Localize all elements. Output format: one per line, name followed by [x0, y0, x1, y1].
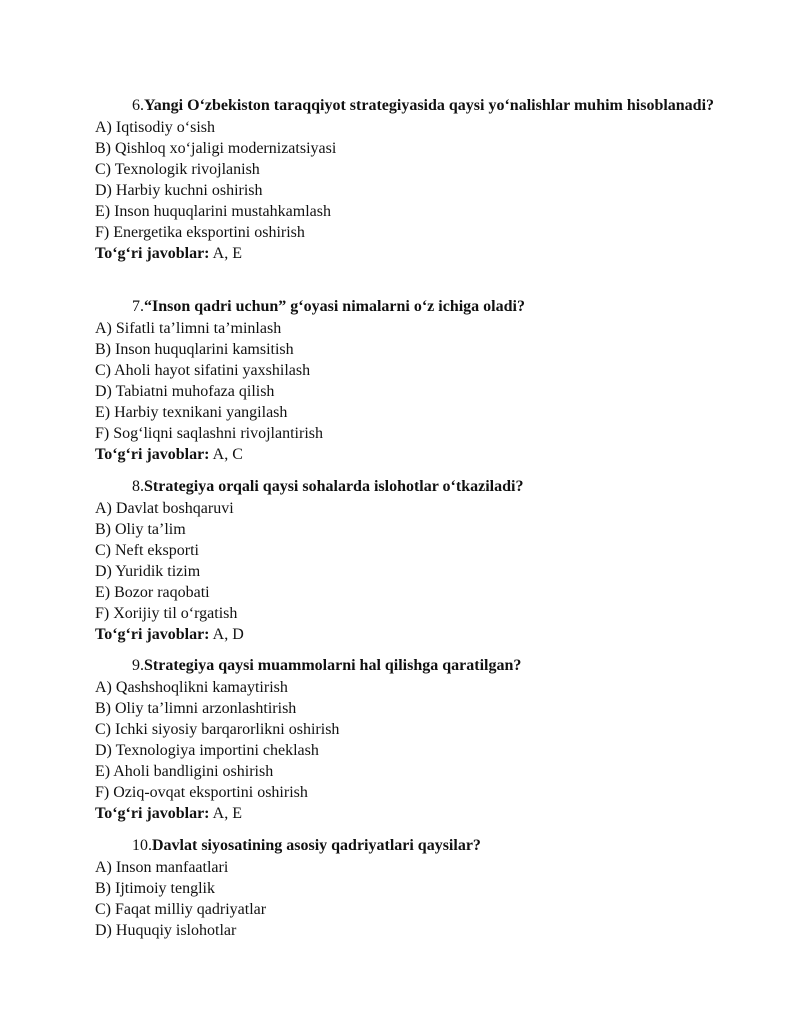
question-title: [95, 476, 715, 498]
question-title: [95, 835, 715, 857]
question-title: [95, 655, 715, 677]
answer-label: To‘g‘ri javoblar:: [95, 626, 210, 643]
option-d: D) Texnologiya importini cheklash: [95, 742, 319, 759]
question-text: Strategiya qaysi muammolarni hal qilishga qaratilgan?: [144, 657, 522, 674]
option-d: D) Harbiy kuchni oshirish: [95, 182, 263, 199]
answer-label: To‘g‘ri javoblar:: [95, 805, 210, 822]
answer-value: A, E: [212, 245, 242, 262]
question-8: [95, 476, 715, 645]
options-list: [95, 318, 715, 444]
options-list: [95, 117, 715, 243]
option-b: B) Qishloq xo‘jaligi modernizatsiyasi: [95, 140, 337, 157]
answer-value: A, C: [212, 446, 243, 463]
option-e: E) Bozor raqobati: [95, 584, 210, 601]
option-a: A) Iqtisodiy o‘sish: [95, 119, 215, 136]
option-f: F) Oziq-ovqat eksportini oshirish: [95, 784, 308, 801]
option-e: E) Harbiy texnikani yangilash: [95, 404, 288, 421]
question-number: 10.: [132, 837, 152, 854]
question-number: 6.: [132, 97, 144, 114]
question-number: 7.: [132, 298, 144, 315]
option-a: A) Sifatli ta’limni ta’minlash: [95, 320, 282, 337]
options-list: [95, 498, 715, 624]
question-number: 9.: [132, 657, 144, 674]
option-d: D) Huquqiy islohotlar: [95, 922, 237, 939]
question-7: [95, 296, 715, 465]
option-a: A) Qashshoqlikni kamaytirish: [95, 679, 288, 696]
option-a: A) Inson manfaatlari: [95, 859, 229, 876]
option-d: D) Tabiatni muhofaza qilish: [95, 383, 275, 400]
options-list: [95, 857, 715, 941]
option-c: C) Aholi hayot sifatini yaxshilash: [95, 362, 311, 379]
question-text: “Inson qadri uchun” g‘oyasi nimalarni o‘z ichiga oladi?: [144, 298, 525, 315]
option-e: E) Aholi bandligini oshirish: [95, 763, 274, 780]
correct-answers: [95, 803, 715, 824]
option-b: B) Inson huquqlarini kamsitish: [95, 341, 294, 358]
option-b: B) Oliy ta’limni arzonlashtirish: [95, 700, 297, 717]
question-text: Yangi O‘zbekiston taraqqiyot strategiyasida qaysi yo‘nalishlar muhim hisoblanadi?: [144, 97, 715, 114]
answer-label: To‘g‘ri javoblar:: [95, 245, 210, 262]
correct-answers: [95, 624, 715, 645]
option-f: F) Sog‘liqni saqlashni rivojlantirish: [95, 425, 323, 442]
question-6: [95, 95, 715, 264]
option-b: B) Oliy ta’lim: [95, 521, 186, 538]
option-e: E) Inson huquqlarini mustahkamlash: [95, 203, 331, 220]
option-c: C) Texnologik rivojlanish: [95, 161, 260, 178]
question-9: [95, 655, 715, 824]
correct-answers: [95, 243, 715, 264]
question-text: Strategiya orqali qaysi sohalarda islohotlar o‘tkaziladi?: [144, 478, 524, 495]
option-c: C) Faqat milliy qadriyatlar: [95, 901, 267, 918]
option-f: F) Xorijiy til o‘rgatish: [95, 605, 238, 622]
options-list: [95, 677, 715, 803]
option-a: A) Davlat boshqaruvi: [95, 500, 234, 517]
answer-label: To‘g‘ri javoblar:: [95, 446, 210, 463]
question-title: [95, 95, 715, 117]
question-10: [95, 835, 715, 941]
option-f: F) Energetika eksportini oshirish: [95, 224, 305, 241]
option-b: B) Ijtimoiy tenglik: [95, 880, 215, 897]
question-text: Davlat siyosatining asosiy qadriyatlari qaysilar?: [152, 837, 481, 854]
question-title: [95, 296, 715, 318]
answer-value: A, D: [212, 626, 244, 643]
option-d: D) Yuridik tizim: [95, 563, 201, 580]
answer-value: A, E: [212, 805, 242, 822]
correct-answers: [95, 444, 715, 465]
option-c: C) Ichki siyosiy barqarorlikni oshirish: [95, 721, 340, 738]
question-number: 8.: [132, 478, 144, 495]
option-c: C) Neft eksporti: [95, 542, 199, 559]
